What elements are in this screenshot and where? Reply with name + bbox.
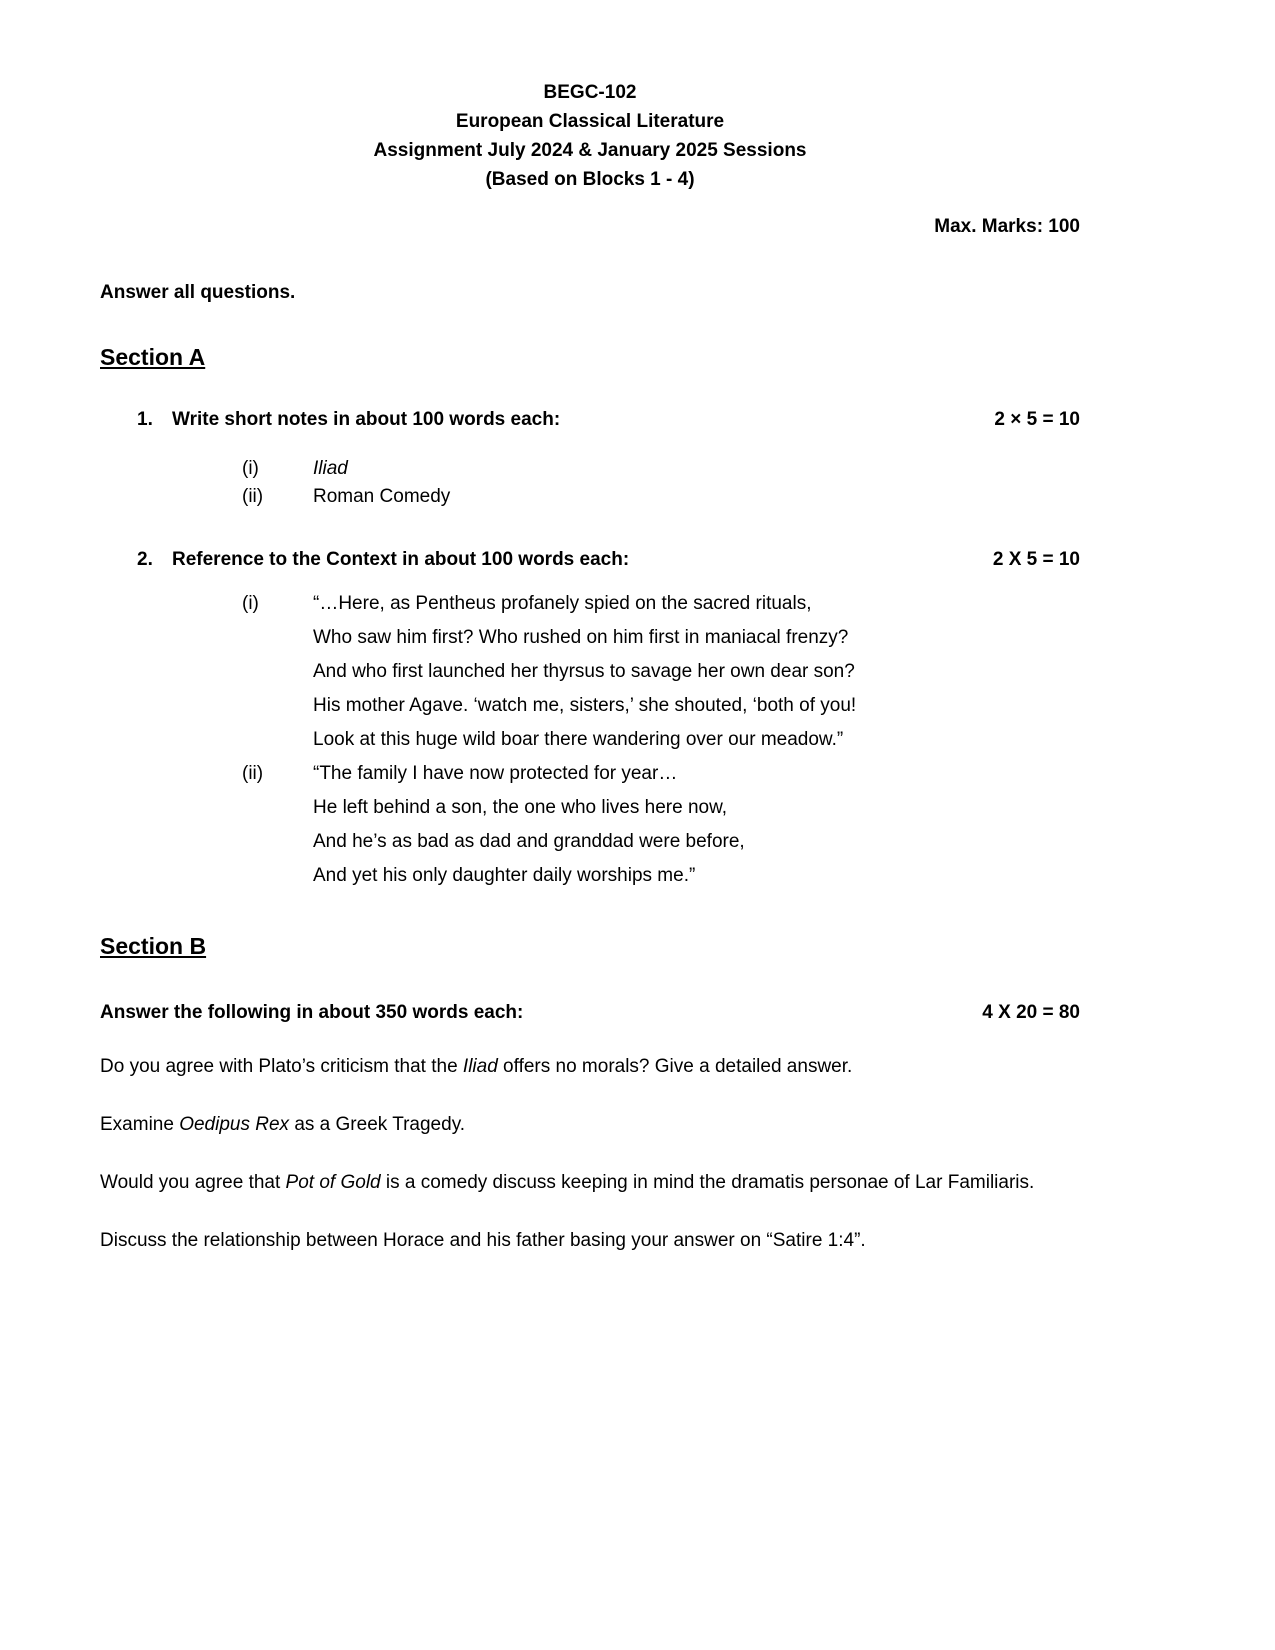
question-1-text: Write short notes in about 100 words each: [172,409,561,430]
quote-line: Look at this huge wild boar there wandering over our meadow.” [313,729,844,750]
question-2-text: Reference to the Context in about 100 words each: [172,549,630,570]
question-text-post: as a Greek Tragedy. [289,1114,466,1135]
instruction-text: Answer all questions. [100,282,296,303]
question-2-items [135,587,1080,893]
quote-lines [313,587,1080,757]
question-2 [135,549,1080,571]
question-text-italic: Oedipus Rex [179,1114,290,1135]
question-1-number: 1. [137,409,153,430]
item-text: Roman Comedy [313,486,451,507]
max-marks: Max. Marks: 100 [934,216,1080,237]
question-1-items [135,455,1080,511]
question-text-pre: Do you agree with Plato’s criticism that the [100,1056,463,1077]
document-header [100,78,1080,194]
assignment-session: Assignment July 2024 & January 2025 Sessions [373,140,807,161]
item-text: Iliad [313,458,348,479]
question-2-number: 2. [137,549,153,570]
list-item [242,483,1080,511]
quote-line: He left behind a son, the one who lives here now, [313,797,728,818]
item-label: (i) [242,458,259,479]
question-text-italic: Iliad [462,1056,498,1077]
quote-line: And he’s as bad as dad and granddad were before, [313,831,745,852]
item-label: (i) [242,593,259,614]
question-text-pre: Discuss the relationship between Horace and his father basing your answer on “Satire 1:4”. [100,1230,866,1251]
question-2-marks: 2 X 5 = 10 [992,549,1080,570]
question-1-marks: 2 × 5 = 10 [994,409,1080,430]
section-b-question [100,1226,1080,1256]
item-label: (ii) [242,763,264,784]
section-a-questions [100,409,1080,893]
question-text-italic: Pot of Gold [285,1172,381,1193]
section-b-question [100,1052,1080,1082]
section-b-instruction: Answer the following in about 350 words each: [100,1002,524,1023]
course-title: European Classical Literature [455,111,725,132]
quote-lines [313,757,1080,893]
list-item [242,455,1080,483]
section-b-question [100,1168,1080,1198]
quote-line: Who saw him first? Who rushed on him first in maniacal frenzy? [313,627,849,648]
question-text-pre: Would you agree that [100,1172,286,1193]
quote-line: And yet his only daughter daily worships me.” [313,865,696,886]
question-text-post: is a comedy discuss keeping in mind the dramatis personae of Lar Familiaris. [380,1172,1035,1193]
quote-line: “The family I have now protected for year… [313,763,678,784]
course-code: BEGC-102 [543,82,637,103]
question-text-pre: Examine [100,1114,180,1135]
item-label: (ii) [242,486,264,507]
section-b-marks: 4 X 20 = 80 [982,1002,1080,1023]
quote-item [242,757,1080,893]
section-b-question [100,1110,1080,1140]
question-1 [135,409,1080,431]
quote-line: His mother Agave. ‘watch me, sisters,’ she shouted, ‘both of you! [313,695,857,716]
section-a-title: Section A [100,344,206,370]
section-b-heading [100,1002,1080,1024]
blocks-note: (Based on Blocks 1 - 4) [485,169,695,190]
quote-line: “…Here, as Pentheus profanely spied on the sacred rituals, [313,593,812,614]
quote-line: And who first launched her thyrsus to savage her own dear son? [313,661,855,682]
section-b-title: Section B [100,933,207,959]
question-text-post: offers no morals? Give a detailed answer. [497,1056,853,1077]
quote-item [242,587,1080,757]
